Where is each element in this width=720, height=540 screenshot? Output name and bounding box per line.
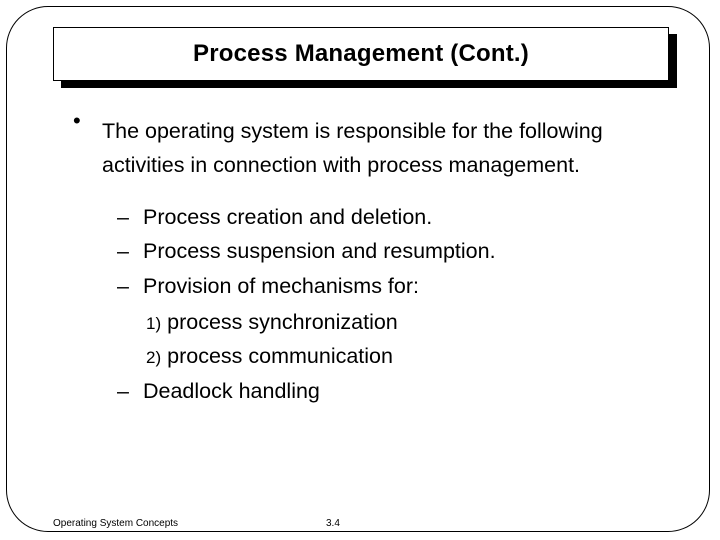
item-number: 2) [146, 348, 162, 367]
numbered-item-text: process synchronization [167, 310, 398, 334]
list-item [117, 374, 320, 408]
list-item-text: Deadlock handling [142, 379, 320, 403]
dash-icon: – [117, 379, 129, 403]
list-item-text: Process suspension and resumption. [142, 239, 496, 263]
numbered-item-text: process communication [167, 344, 393, 368]
dash-icon: – [117, 274, 129, 298]
dash-icon: – [117, 205, 129, 229]
list-item [117, 269, 419, 303]
list-item [117, 200, 432, 234]
list-item-text: Provision of mechanisms for: [142, 274, 419, 298]
footer-page-number: 3.4 [326, 518, 340, 529]
title-box [53, 27, 669, 81]
numbered-item [146, 305, 398, 341]
intro-paragraph: The operating system is responsible for the following activities in connection with process management. [102, 119, 603, 177]
slide-title: Process Management (Cont.) [193, 40, 529, 67]
bullet-icon: • [73, 108, 81, 133]
list-item [117, 234, 496, 268]
dash-icon: – [117, 239, 129, 263]
numbered-item [146, 339, 393, 375]
item-number: 1) [146, 314, 162, 333]
footer-book-title: Operating System Concepts [53, 518, 179, 529]
list-item-text: Process creation and deletion. [142, 205, 433, 229]
